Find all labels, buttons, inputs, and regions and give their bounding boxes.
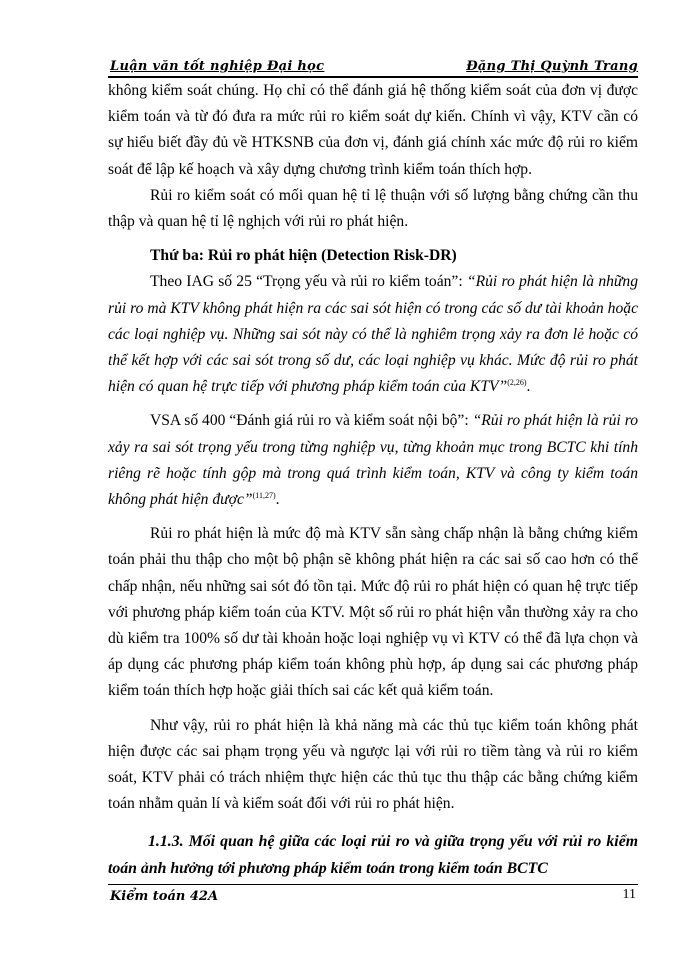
detection-risk-heading: Thứ ba: Rủi ro phát hiện (Detection Risk-DR) bbox=[150, 247, 457, 265]
document-body bbox=[108, 78, 638, 882]
header-author-name: Đặng Thị Quỳnh Trang bbox=[466, 59, 638, 74]
paragraph-control-risk-relation: Rủi ro kiểm soát có mối quan hệ tỉ lệ thuận với số lượng bằng chứng cần thu thập và quan hệ tỉ lệ nghịch với rủi ro phát hiện. bbox=[108, 186, 638, 231]
header-thesis-title: Luận văn tốt nghiệp Đại học bbox=[110, 59, 325, 74]
paragraph-vsa400-definition: VSA số 400 “Đánh giá rủi ro và kiểm soát nội bộ”: “Rủi ro phát hiện là rủi ro xảy ra sai sót trọng yếu trong từng nghiệp vụ, từng khoản mục trong BCTC khi tính riêng rẽ hoặc tính gộp mà trong quá trình kiểm toán, KTV và công ty kiểm toán không phát hiện được”$^{(11,27)}$. bbox=[108, 412, 638, 509]
page-header bbox=[108, 56, 638, 78]
vsa400-quote: “Rủi ro phát hiện là rủi ro xảy ra sai sót trọng yếu trong từng nghiệp vụ, từng khoản mục trong BCTC khi tính riêng rẽ hoặc tính gộp mà trong quá trình kiểm toán, KTV và công ty kiểm toán không phát hiện được” bbox=[108, 412, 638, 509]
vsa400-lead: VSA số 400 “Đánh giá rủi ro và kiểm soát nội bộ”: bbox=[150, 412, 473, 430]
page-number: 11 bbox=[622, 887, 636, 902]
vsa400-reference: (11,27) bbox=[252, 490, 276, 500]
section-number: 1.1.3. bbox=[148, 833, 184, 851]
paragraph-detection-risk-summary: Như vậy, rủi ro phát hiện là khả năng mà các thủ tục kiểm toán không phát hiện được các sai phạm trọng yếu và ngược lại với rủi ro tiềm tàng và rủi ro kiểm soát, KTV phải có trách nhiệm thực hiện các thủ tục thu thập các bằng chứng kiểm toán nhằm quản lí và kiểm soát đối với rủi ro phát hiện. bbox=[108, 716, 638, 813]
iag25-lead: Theo IAG số 25 “Trọng yếu và rủi ro kiểm toán”: bbox=[150, 273, 467, 291]
paragraph-control-risk-continued: không kiểm soát chúng. Họ chỉ có thể đánh giá hệ thống kiểm soát của đơn vị được kiểm toán và từ đó đưa ra mức rủi ro kiểm soát dự kiến. Chính vì vậy, KTV cần có sự hiểu biết đầy đủ về HTKSNB của đơn vị, đánh giá chính xác mức độ rủi ro kiểm soát để lập kế hoạch và xây dựng chương trình kiểm toán thích hợp. bbox=[108, 82, 638, 178]
footer-class-name: Kiểm toán 42A bbox=[110, 889, 219, 904]
paragraph-detection-risk-explanation: Rủi ro phát hiện là mức độ mà KTV sẵn sàng chấp nhận là bằng chứng kiểm toán phải thu thập cho một bộ phận sẽ không phát hiện ra các sai số cao hơn có thể chấp nhận, nếu những sai sót đó tồn tại. Mức độ rủi ro phát hiện có quan hệ trực tiếp với phương pháp kiểm toán của KTV. Một số rủi ro phát hiện vẫn thường xảy ra cho dù kiểm tra 100% số dư tài khoản hoặc loại nghiệp vụ vì KTV có thể đã lựa chọn và áp dụng các phương pháp kiểm toán không phù hợp, áp dụng sai các phương pháp kiểm toán thích hợp hoặc giải thích sai các kết quả kiểm toán. bbox=[108, 525, 638, 700]
iag25-quote: “Rủi ro phát hiện là những rủi ro mà KTV không phát hiện ra các sai sót hiện có trong các số dư tài khoản hoặc các loại nghiệp vụ. Những sai sót này có thể là nghiêm trọng xảy ra đơn lẻ hoặc có thể kết hợp với các sai sót trong số dư, các loại nghiệp vụ khác. Mức độ rủi ro phát hiện có quan hệ trực tiếp với phương pháp kiểm toán của KTV” bbox=[108, 273, 639, 396]
section-title: Mối quan hệ giữa các loại rủi ro và giữa trọng yếu với rủi ro kiểm toán ảnh hưởng tới phương pháp kiểm toán trong kiểm toán BCTC bbox=[108, 833, 638, 877]
iag25-reference: (2,26) bbox=[507, 378, 527, 388]
section-heading-1-1-3 bbox=[108, 829, 638, 881]
paragraph-iag25-definition: Theo IAG số 25 “Trọng yếu và rủi ro kiểm toán”: “Rủi ro phát hiện là những rủi ro mà KTV không phát hiện ra các sai sót hiện có trong các số dư tài khoản hoặc các loại nghiệp vụ. Những sai sót này có thể là nghiêm trọng xảy ra đơn lẻ hoặc có thể kết hợp với các sai sót trong số dư, các loại nghiệp vụ khác. Mức độ rủi ro phát hiện có quan hệ trực tiếp với phương pháp kiểm toán của KTV”$^{(2,26)}$. bbox=[108, 273, 639, 396]
page-footer bbox=[108, 884, 638, 904]
